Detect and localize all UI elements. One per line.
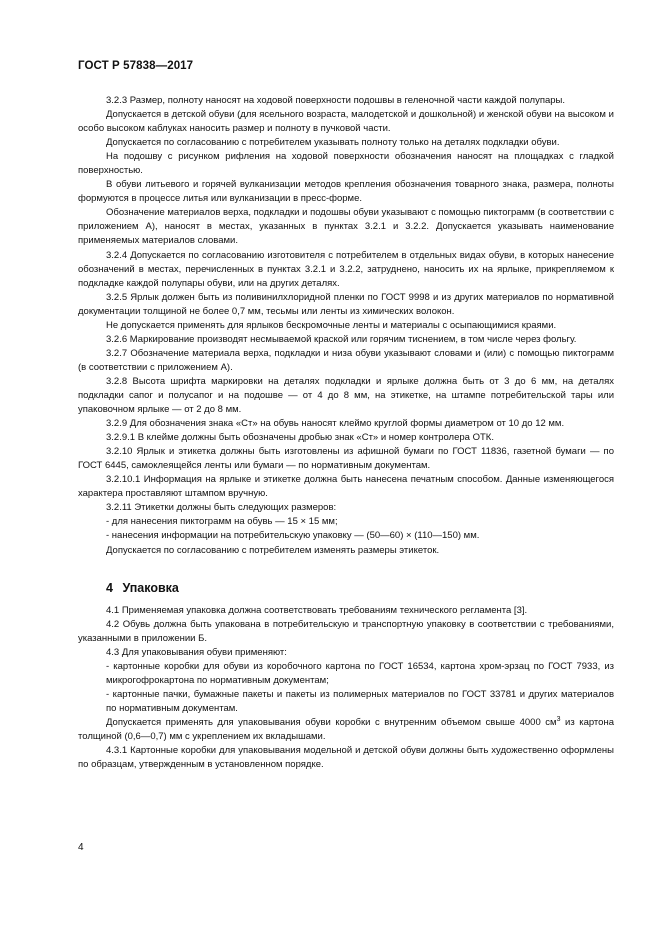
section-number: 4 [106,580,113,595]
paragraph: 3.2.3 Размер, полноту наносят на ходовой поверхности подошвы в геленочной части каждой полупары. [106,95,566,106]
paragraph: На подошву с рисунком рифления на ходовой поверхности обозначения наносят на площадках с гладкой поверхностью. [78,151,614,177]
paragraph: Обозначение материалов верха, подкладки и подошвы обуви указывают с помощью пиктограмм (в соответствии с приложением А), наносят в местах, указанных в пунктах 3.2.1 и 3.2.2. Допускается указывать наименование применяемых материалов словами. [78,207,614,247]
list-item: - картонные пачки, бумажные пакеты и пакеты из полимерных материалов по ГОСТ 33781 и других материалов по нормативным документам. [106,688,614,714]
list-item: - нанесения информации на потребительскую упаковку — (50—60) × (110—150) мм. [106,530,480,542]
paragraph: 3.2.7 Обозначение материала верха, подкладки и низа обуви указывают словами и (или) с помощью пиктограмм (в соответствии с приложением А). [78,347,614,373]
paragraph: 3.2.11 Этикетки должны быть следующих размеров: [106,502,337,514]
list-item: - для нанесения пиктограмм на обувь — 15 × 15 мм; [106,516,338,528]
page-header: ГОСТ Р 57838—2017 [78,60,194,72]
paragraph: В обуви литьевого и горячей вулканизации методов крепления обозначения товарного знака, размера, полноты формуются в процессе литья или вулканизации в пресс-форме. [78,179,614,205]
page-number: 4 [78,842,84,853]
paragraph: Допускается по согласованию с потребителем изменять размеры этикеток. [106,544,440,556]
paragraph: Допускается по согласованию с потребителем указывать полноту только на деталях подкладки обуви. [106,137,560,149]
paragraph: Не допускается применять для ярлыков бескромочные ленты и материалы с осыпающимися краями. [106,319,557,331]
paragraph: 3.2.5 Ярлык должен быть из поливинилхлоридной пленки по ГОСТ 9998 и из других материалов по нормативной документации толщиной не более 0,7 мм, тесьмы или ленты из химических волокон. [78,291,614,317]
paragraph: 4.3.1 Картонные коробки для упаковывания модельной и детской обуви должны быть художественно оформлены по образцам, утвержденным в установленном порядке. [78,745,614,771]
section-title: Упаковка [122,580,179,595]
paragraphs-before [78,94,614,558]
paragraph: 4.2 Обувь должна быть упакована в потребительскую и транспортную упаковку в соответствии с требованиями, указанными в приложении Б. [78,618,614,644]
superscript: 3 [556,715,561,723]
paragraph: 3.2.8 Высота шрифта маркировки на деталях подкладки и ярлыке должна быть от 3 до 6 мм, на деталях подкладки сапог и полусапог и на подошве — от 4 до 8 мм, на этикетке, на штампе потребительской тары или упаковочном ярлыке — от 2 до 8 мм. [78,375,614,416]
paragraph [78,716,614,744]
paragraph: 4.1 Применяемая упаковка должна соответствовать требованиям технического регламента [3]. [106,604,528,616]
section-heading [106,580,614,596]
paragraph: 4.3 Для упаковывания обуви применяют: [106,646,287,658]
page-body [78,94,614,772]
paragraph: 3.2.4 Допускается по согласованию изготовителя с потребителем в отдельных видах обуви, в которых нанесение обозначений в местах, перечисленных в пунктах 3.2.1 и 3.2.2, затруднено, наносить их на ярлыке, прикрепляемом к подкладке каждой полупары обуви, или на других деталях. [78,249,614,289]
paragraph: 3.2.10 Ярлык и этикетка должны быть изготовлены из афишной бумаги по ГОСТ 11836, газетной бумаги — по ГОСТ 6445, самоклеящейся ленты или бумаги — по нормативным документам. [78,446,614,472]
paragraph: 3.2.9.1 В клейме должны быть обозначены дробью знак «Ст» и номер контролера ОТК. [106,432,494,444]
paragraph: 3.2.6 Маркирование производят несмываемой краской или горячим тиснением, в том числе через фольгу. [106,333,577,345]
paragraph: 3.2.9 Для обозначения знака «Ст» на обувь наносят клеймо круглой формы диаметром от 10 до 12 мм. [106,418,565,430]
paragraph: Допускается в детской обуви (для ясельного возраста, малодетской и дошкольной) и женской обуви на высоком и особо высоком каблуках наносить размер и полноту в пучковой части. [78,109,614,135]
paragraphs-after [78,604,614,716]
list-item: - картонные коробки для обуви из коробочного картона по ГОСТ 16534, картона хром-эрзац по ГОСТ 7933, из микрогофрокартона по нормативным документам; [106,660,614,686]
paragraph-text: из картона толщиной (0,6—0,7) мм с укреплением их вкладышами. [78,716,614,742]
paragraph: 3.2.10.1 Информация на ярлыке и этикетке должна быть нанесена печатным способом. Данные изменяющегося характера проставляют штампом вручную. [78,474,614,500]
paragraph-text: Допускается применять для упаковывания обуви коробки с внутренним объемом свыше 4000 см [106,716,557,728]
